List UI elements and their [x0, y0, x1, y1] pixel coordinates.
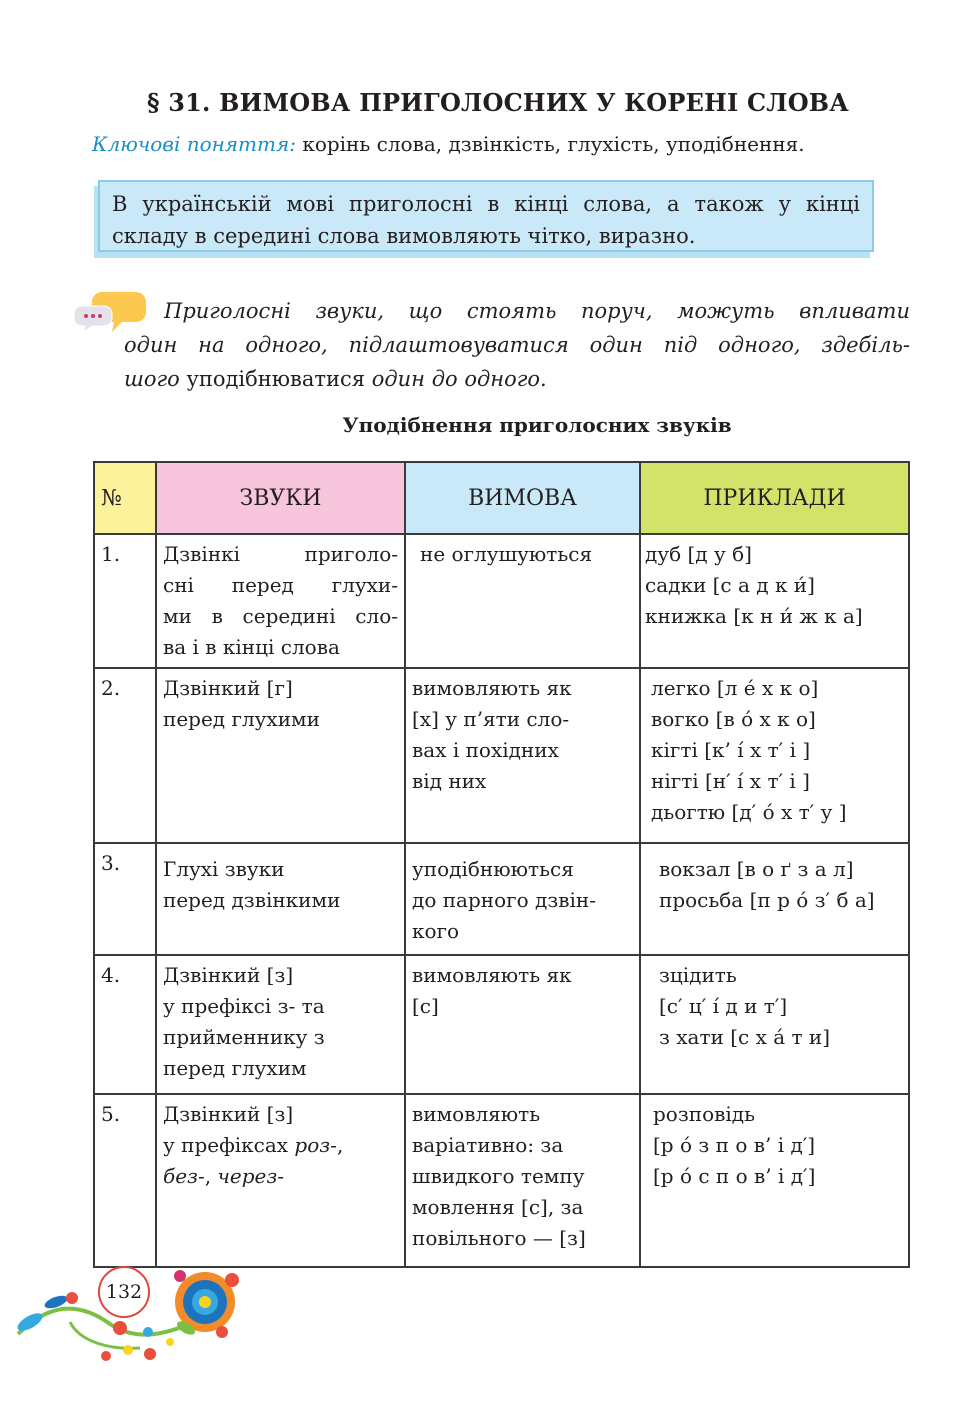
- cell-line: Дзвінкі приголо-: [163, 542, 398, 566]
- cell-line: перед глухим: [163, 1056, 307, 1080]
- cell-line: [р о́ с п о в’ і д′]: [653, 1164, 816, 1188]
- cell-line: вимовляють як: [412, 963, 572, 987]
- pronunciation-cell: [405, 955, 640, 1094]
- cell-line: ва і в кінці слова: [163, 635, 340, 659]
- prefix-roz: роз-: [294, 1133, 337, 1157]
- note-fragment: уподібнюватися: [186, 367, 366, 391]
- cell-line: вокзал [в о ґ з а л]: [659, 857, 854, 881]
- header-sounds: ЗВУКИ: [156, 462, 405, 534]
- pronunciation-cell: [405, 843, 640, 955]
- cell-line: вогко [в о́ х к о]: [651, 707, 816, 731]
- sounds-cell: [156, 668, 405, 843]
- cell-line: Дзвінкий [з]: [163, 1102, 294, 1126]
- cell-line: Глухі звуки: [163, 857, 285, 881]
- note-line: Приголосні звуки, що стоять поруч, можуть впливати: [164, 299, 910, 323]
- cell-line: Дзвінкий [з]: [163, 963, 294, 987]
- cell-line: з хати [с х а́ т и]: [659, 1025, 831, 1049]
- prefix-cherez: через-: [217, 1164, 285, 1188]
- pronunciation-cell: [405, 1094, 640, 1267]
- sounds-cell: [156, 955, 405, 1094]
- table-caption: Уподібнення приголосних звуків: [342, 413, 732, 437]
- cell-line: [р о́ з п о в’ і д′]: [653, 1133, 816, 1157]
- cell-line: мовлення [с], за: [412, 1195, 584, 1219]
- key-concepts-text: корінь слова, дзвінкість, глухість, уподібнення.: [302, 132, 805, 156]
- cell-line: кого: [412, 919, 460, 943]
- page-number: 132: [98, 1266, 150, 1318]
- sounds-cell: [156, 534, 405, 668]
- row-number: 4.: [94, 955, 156, 1094]
- header-pronunciation: ВИМОВА: [405, 462, 640, 534]
- cell-line: [с′ ц′ і́ д и т′]: [659, 994, 788, 1018]
- table-header-row: [94, 462, 909, 534]
- row-number: 5.: [94, 1094, 156, 1267]
- pronunciation-cell: [405, 668, 640, 843]
- examples-cell: [640, 534, 909, 668]
- cell-line: прийменнику з: [163, 1025, 325, 1049]
- cell-line: вимовляють: [412, 1102, 541, 1126]
- table-row: [94, 955, 909, 1094]
- table-row: [94, 1094, 909, 1267]
- cell-line: дуб [д у б]: [645, 542, 752, 566]
- examples-cell: [640, 955, 909, 1094]
- rule-line: В українській мові приголосні в кінці слова, а також у кінці: [112, 192, 860, 216]
- key-concepts: [92, 132, 805, 156]
- cell-line: кігті [к’ і́ х т′ і ]: [651, 738, 811, 762]
- pronunciation-cell: [405, 534, 640, 668]
- note-fragment: шого: [124, 367, 180, 391]
- note-line: один на одного, підлаштовуватися один під одного, здебіль-: [124, 333, 910, 357]
- cell-line: не оглушуються: [420, 542, 593, 566]
- row-number: 3.: [94, 843, 156, 955]
- cell-fragment: у префіксах: [163, 1133, 289, 1157]
- cell-line: легко [л е́ х к о]: [651, 676, 819, 700]
- cell-line: вах і похідних: [412, 738, 559, 762]
- cell-line: до парного дзвін-: [412, 888, 596, 912]
- cell-line: розповідь: [653, 1102, 755, 1126]
- cell-line: просьба [п р о́ з′ б а]: [659, 888, 875, 912]
- row-number: 2.: [94, 668, 156, 843]
- row-number: 1.: [94, 534, 156, 668]
- cell-line: у префіксі з- та: [163, 994, 325, 1018]
- cell-line: Дзвінкий [г]: [163, 676, 293, 700]
- cell-line: варіативно: за: [412, 1133, 564, 1157]
- prefix-bez: без-: [163, 1164, 205, 1188]
- key-concepts-label: Ключові поняття:: [92, 132, 296, 156]
- header-number: №: [94, 462, 156, 534]
- cell-line: від них: [412, 769, 487, 793]
- sounds-cell: Дзвінкий [з] у префіксах роз-, без-, через-: [156, 1094, 405, 1267]
- table-row: [94, 534, 909, 668]
- cell-line: [с]: [412, 994, 439, 1018]
- info-note: [124, 294, 910, 396]
- sounds-cell: [156, 843, 405, 955]
- cell-line: перед глухими: [163, 707, 320, 731]
- cell-line: садки [с а д к и́]: [645, 573, 815, 597]
- cell-line: повільного — [з]: [412, 1226, 586, 1250]
- examples-cell: [640, 843, 909, 955]
- cell-line: швидкого темпу: [412, 1164, 585, 1188]
- cell-line: уподібнюються: [412, 857, 574, 881]
- examples-cell: [640, 1094, 909, 1267]
- table-row: [94, 668, 909, 843]
- assimilation-table: [93, 461, 910, 1268]
- cell-line: вимовляють як: [412, 676, 572, 700]
- rule-box: [98, 180, 874, 252]
- cell-line: ми в середині сло-: [163, 604, 398, 628]
- cell-line: перед дзвінкими: [163, 888, 341, 912]
- note-fragment: один до одного.: [371, 367, 547, 391]
- cell-line: [х] у п’яти сло-: [412, 707, 570, 731]
- cell-line: дьогтю [д′ о́ х т′ у ]: [651, 800, 847, 824]
- table-row: [94, 843, 909, 955]
- cell-line: книжка [к н и́ ж к а]: [645, 604, 863, 628]
- page-title: § 31. ВИМОВА ПРИГОЛОСНИХ У КОРЕНІ СЛОВА: [146, 88, 850, 117]
- header-examples: ПРИКЛАДИ: [640, 462, 909, 534]
- cell-line: нігті [н′ і́ х т′ і ]: [651, 769, 810, 793]
- examples-cell: [640, 668, 909, 843]
- cell-line: зцідить: [659, 963, 737, 987]
- rule-line: складу в середині слова вимовляють чітко, виразно.: [112, 224, 696, 248]
- cell-line: сні перед глухи-: [163, 573, 398, 597]
